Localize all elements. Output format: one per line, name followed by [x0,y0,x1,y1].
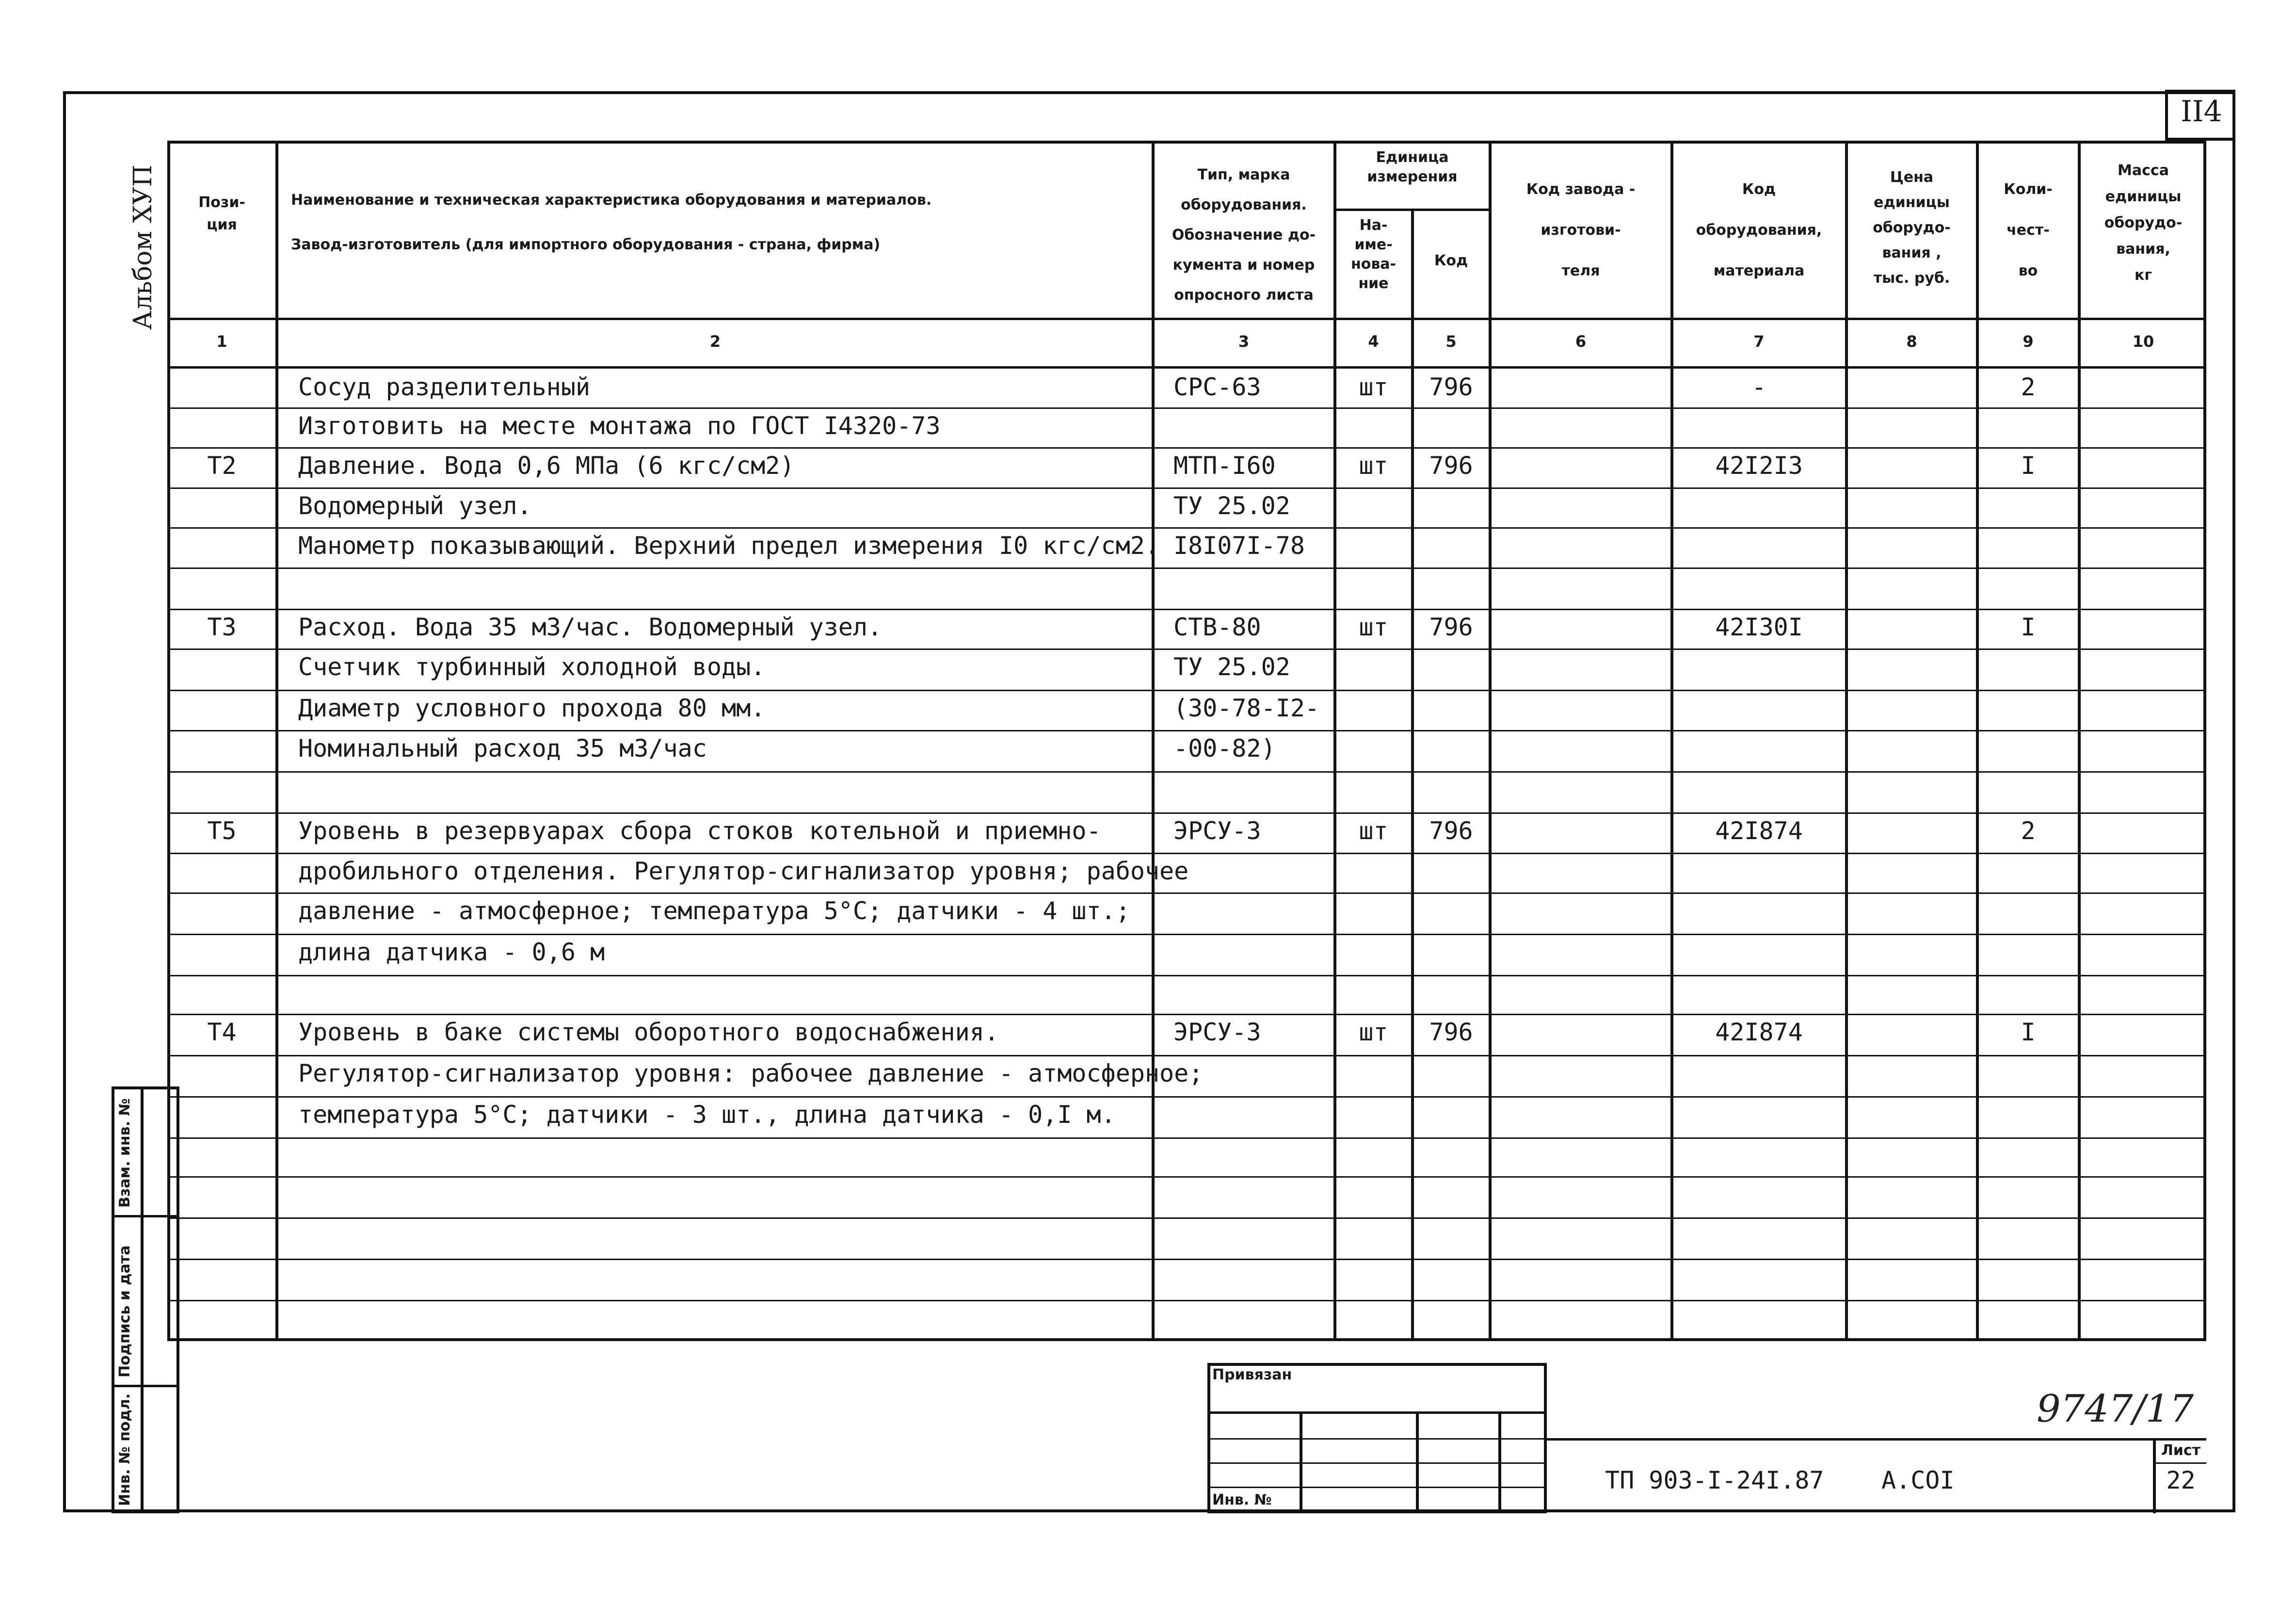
cell-code: 796 [1429,1018,1473,1046]
bound-col [1498,1411,1501,1513]
cell-unit: шт [1359,1018,1388,1046]
row-divider [167,447,2206,449]
col-divider [1845,141,1848,1341]
cell-name: Манометр показывающий. Верхний предел измерения I0 кгс/см2. [298,532,1160,560]
row-divider [167,407,2206,409]
col-divider [1489,141,1492,1341]
cell-name: Давление. Вода 0,6 МПа (6 кгс/см2) [298,452,795,480]
cell-name: Изготовить на месте монтажа по ГОСТ I4320-73 [298,412,941,440]
cell-type: (30-78-I2- [1173,694,1320,722]
row-divider [167,892,2206,894]
col-divider [1976,141,1979,1341]
row-divider [167,690,2206,691]
cell-equip: 42I874 [1715,1018,1803,1046]
cell-equip: - [1751,373,1766,401]
header-unit: Единица измерения [1367,149,1458,185]
side-stamp-signature: Подпись и дата [116,1245,133,1377]
col-number-1: 1 [216,332,227,351]
col-number-6: 6 [1575,332,1587,351]
row-divider [167,730,2206,731]
cell-name: Номинальный расход 35 м3/час [298,734,707,762]
cell-type: СРС-63 [1173,373,1261,401]
col-number-7: 7 [1753,332,1765,351]
col-number-3: 3 [1238,332,1250,351]
cell-qty: 2 [2021,373,2036,401]
row-divider [167,609,2206,610]
cell-type: ТУ 25.02 [1173,492,1290,520]
col-number-8: 8 [1906,332,1917,351]
header-unit-name: На- име- нова- ние [1350,217,1397,292]
row-divider [167,1055,2206,1056]
cell-pos: Т4 [207,1018,237,1046]
header-type: Тип, марка оборудования. Обозначение до- кумента и номер опросного листа [1172,166,1316,304]
cell-unit: шт [1359,817,1388,845]
inv-label: Инв. № [1212,1491,1272,1508]
bound-col [1416,1411,1419,1513]
header-quantity: Коли- чест- во [2004,181,2053,279]
handwritten-number: 9747/17 [2037,1387,2194,1431]
cell-pos: Т5 [207,817,237,845]
cell-code: 796 [1429,817,1473,845]
col-divider [1670,141,1673,1341]
cell-pos: Т2 [207,452,237,480]
bound-row [1207,1411,1547,1414]
cell-pos: Т3 [207,613,237,641]
col-number-10: 10 [2132,332,2154,351]
cell-name: дробильного отделения. Регулятор-сигнализатор уровня; рабочее [298,857,1189,885]
cell-name: длина датчика - 0,6 м [298,938,605,966]
col-number-2: 2 [709,332,721,351]
row-divider [167,487,2206,489]
cell-name: Счетчик турбинный холодной воды. [298,653,766,681]
title-block-top [1547,1438,2206,1441]
col-divider [275,141,278,1341]
document-code: ТП 903-I-24I.87 [1605,1466,1824,1494]
bound-row [1207,1487,1547,1488]
cell-code: 796 [1429,373,1473,401]
unit-header-divider [1333,209,1489,211]
cell-name: Расход. Вода 35 м3/час. Водомерный узел. [298,613,883,641]
side-stamp-swap-inv: Взам. инв. № [116,1098,133,1208]
cell-unit: шт [1359,613,1388,641]
row-divider [167,1259,2206,1260]
cell-qty: I [2021,452,2036,480]
row-divider [167,812,2206,814]
cell-type: I8I07I-78 [1173,532,1305,560]
cell-name: давление - атмосферное; температура 5°С; датчики - 4 шт.; [298,897,1130,925]
row-divider [167,975,2206,976]
cell-type: ЭРСУ-3 [1173,1018,1261,1046]
cell-type: ЭРСУ-3 [1173,817,1261,845]
row-divider [167,1300,2206,1301]
row-divider [167,1217,2206,1219]
row-divider [167,853,2206,854]
cell-name: Сосуд разделительный [298,373,591,401]
row-divider [167,1014,2206,1015]
bound-row [1207,1462,1547,1464]
header-mass: Масса единицы оборудо- вания, кг [2104,162,2183,284]
page-number: II4 [2181,95,2222,129]
col-divider [1152,141,1155,1341]
cell-equip: 42I874 [1715,817,1803,845]
cell-equip: 42I2I3 [1715,452,1803,480]
col-divider [1333,141,1336,1341]
row-divider [167,648,2206,650]
sheet-label: Лист [2161,1442,2201,1459]
cell-code: 796 [1429,613,1473,641]
cell-qty: I [2021,1018,2036,1046]
header-unit-code: Код [1434,252,1468,269]
header-equipment-code: Код оборудования, материала [1696,181,1822,279]
header-bottom [167,318,2206,320]
col-divider [2078,141,2081,1341]
row-divider [167,1176,2206,1178]
row-divider [167,934,2206,935]
document-suffix: А.СОI [1881,1466,1955,1494]
cell-name: Уровень в резервуарах сбора стоков котельной и приемно- [298,817,1101,845]
sheet-label-divider [2153,1462,2206,1464]
bound-row [1207,1438,1547,1440]
side-divider [112,1385,179,1387]
header-price: Цена единицы оборудо- вания , тыс. руб. [1873,169,1951,287]
bound-label: Привязан [1212,1366,1292,1383]
cell-unit: шт [1359,452,1388,480]
row-divider [167,527,2206,529]
row-divider [167,771,2206,773]
cell-name: температура 5°С; датчики - 3 шт., длина датчика - 0,I м. [298,1101,1116,1129]
sheet-number: 22 [2166,1466,2196,1494]
cell-qty: I [2021,613,2036,641]
row-divider [167,567,2206,569]
row-divider [167,1137,2206,1139]
side-stamp-orig-inv: Инв. № подл. [116,1393,133,1506]
cell-name: Диаметр условного прохода 80 мм. [298,694,766,722]
cell-unit: шт [1359,373,1388,401]
cell-type: ТУ 25.02 [1173,653,1290,681]
cell-code: 796 [1429,452,1473,480]
cell-name: Регулятор-сигнализатор уровня: рабочее давление - атмосферное; [298,1059,1204,1087]
header-position: Пози- ция [198,194,245,233]
cell-name: Водомерный узел. [298,492,532,520]
colnum-bottom [167,366,2206,369]
album-label: Альбом ХУП [128,164,158,330]
bound-col [1300,1411,1302,1513]
header-factory-code: Код завода - изготови- теля [1526,181,1636,279]
row-divider [167,1096,2206,1098]
cell-type: МТП-I60 [1173,452,1276,480]
cell-type: -00-82) [1173,734,1276,762]
side-divider [141,1086,144,1513]
col-number-4: 4 [1368,332,1379,351]
cell-type: СТВ-80 [1173,613,1261,641]
col-number-5: 5 [1445,332,1457,351]
header-name: Наименование и техническая характеристика оборудования и материалов. Завод-изготовитель (для импортного оборудования - страна, фирма) [291,192,932,253]
cell-name: Уровень в баке системы оборотного водоснабжения. [298,1018,999,1046]
cell-equip: 42I30I [1715,613,1803,641]
col-number-9: 9 [2023,332,2034,351]
cell-qty: 2 [2021,817,2036,845]
